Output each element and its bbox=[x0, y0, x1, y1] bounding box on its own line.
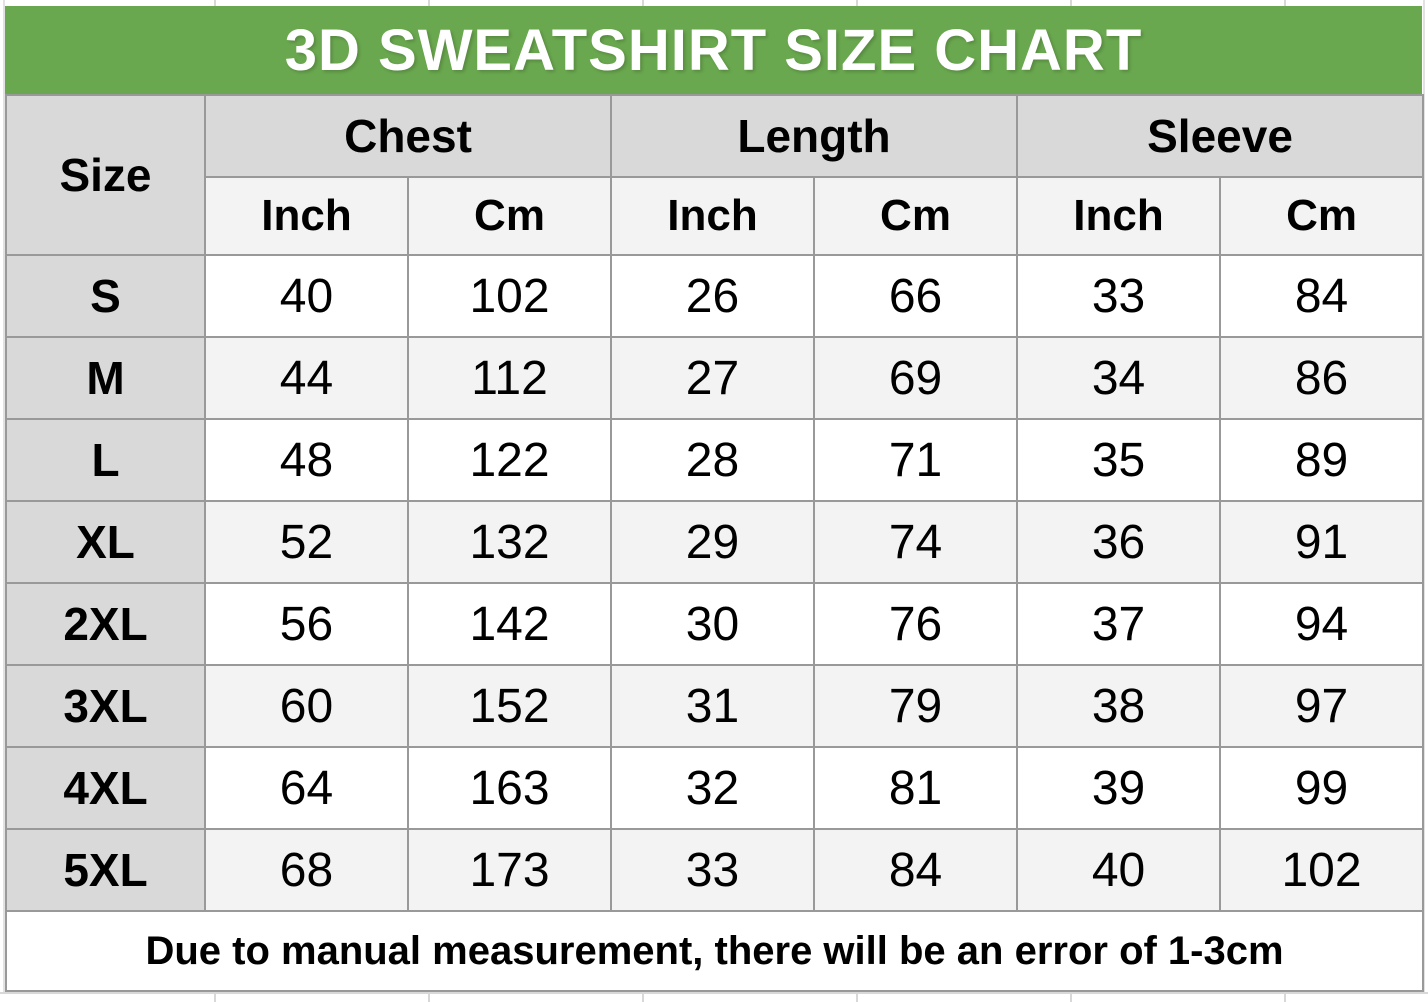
value-cell: 31 bbox=[611, 665, 814, 747]
unit-header-length-inch: Inch bbox=[611, 177, 814, 255]
grid-line bbox=[428, 994, 430, 1002]
size-chart-graphic bbox=[5, 6, 1422, 992]
table-row-m bbox=[6, 337, 1423, 419]
group-header-length: Length bbox=[611, 95, 1017, 177]
value-cell: 64 bbox=[205, 747, 408, 829]
value-cell: 102 bbox=[408, 255, 611, 337]
grid-line bbox=[1284, 994, 1286, 1002]
group-header-row bbox=[6, 95, 1423, 177]
value-cell: 39 bbox=[1017, 747, 1220, 829]
value-cell: 74 bbox=[814, 501, 1017, 583]
size-cell: 5XL bbox=[6, 829, 205, 911]
bottom-gridline-strip bbox=[0, 992, 1428, 1002]
value-cell: 71 bbox=[814, 419, 1017, 501]
value-cell: 48 bbox=[205, 419, 408, 501]
note-row bbox=[6, 911, 1423, 991]
value-cell: 30 bbox=[611, 583, 814, 665]
value-cell: 60 bbox=[205, 665, 408, 747]
size-cell: L bbox=[6, 419, 205, 501]
unit-header-sleeve-inch: Inch bbox=[1017, 177, 1220, 255]
value-cell: 29 bbox=[611, 501, 814, 583]
grid-line bbox=[214, 994, 216, 1002]
table-row-5xl bbox=[6, 829, 1423, 911]
value-cell: 28 bbox=[611, 419, 814, 501]
value-cell: 36 bbox=[1017, 501, 1220, 583]
size-cell: 2XL bbox=[6, 583, 205, 665]
title-banner bbox=[5, 6, 1422, 94]
grid-line bbox=[856, 994, 858, 1002]
unit-header-chest-inch: Inch bbox=[205, 177, 408, 255]
value-cell: 97 bbox=[1220, 665, 1423, 747]
table-row-3xl bbox=[6, 665, 1423, 747]
size-cell: S bbox=[6, 255, 205, 337]
table-row-s bbox=[6, 255, 1423, 337]
size-cell: M bbox=[6, 337, 205, 419]
value-cell: 102 bbox=[1220, 829, 1423, 911]
group-header-sleeve: Sleeve bbox=[1017, 95, 1423, 177]
size-cell: XL bbox=[6, 501, 205, 583]
size-column-header: Size bbox=[6, 95, 205, 255]
value-cell: 142 bbox=[408, 583, 611, 665]
value-cell: 37 bbox=[1017, 583, 1220, 665]
value-cell: 69 bbox=[814, 337, 1017, 419]
value-cell: 34 bbox=[1017, 337, 1220, 419]
unit-header-length-cm: Cm bbox=[814, 177, 1017, 255]
value-cell: 38 bbox=[1017, 665, 1220, 747]
value-cell: 76 bbox=[814, 583, 1017, 665]
value-cell: 84 bbox=[814, 829, 1017, 911]
value-cell: 112 bbox=[408, 337, 611, 419]
value-cell: 79 bbox=[814, 665, 1017, 747]
value-cell: 122 bbox=[408, 419, 611, 501]
value-cell: 40 bbox=[1017, 829, 1220, 911]
grid-line bbox=[642, 994, 644, 1002]
grid-line bbox=[1070, 994, 1072, 1002]
value-cell: 33 bbox=[611, 829, 814, 911]
table-row-4xl bbox=[6, 747, 1423, 829]
value-cell: 40 bbox=[205, 255, 408, 337]
value-cell: 26 bbox=[611, 255, 814, 337]
value-cell: 44 bbox=[205, 337, 408, 419]
value-cell: 94 bbox=[1220, 583, 1423, 665]
value-cell: 81 bbox=[814, 747, 1017, 829]
value-cell: 32 bbox=[611, 747, 814, 829]
size-cell: 3XL bbox=[6, 665, 205, 747]
value-cell: 152 bbox=[408, 665, 611, 747]
size-cell: 4XL bbox=[6, 747, 205, 829]
value-cell: 132 bbox=[408, 501, 611, 583]
group-header-chest: Chest bbox=[205, 95, 611, 177]
value-cell: 91 bbox=[1220, 501, 1423, 583]
table-row-xl bbox=[6, 501, 1423, 583]
table-row-2xl bbox=[6, 583, 1423, 665]
unit-header-chest-cm: Cm bbox=[408, 177, 611, 255]
value-cell: 27 bbox=[611, 337, 814, 419]
value-cell: 35 bbox=[1017, 419, 1220, 501]
page-title: 3D SWEATSHIRT SIZE CHART bbox=[284, 17, 1143, 83]
measurement-note: Due to manual measurement, there will be an error of 1-3cm bbox=[6, 911, 1423, 991]
unit-header-row bbox=[6, 177, 1423, 255]
value-cell: 99 bbox=[1220, 747, 1423, 829]
value-cell: 86 bbox=[1220, 337, 1423, 419]
value-cell: 52 bbox=[205, 501, 408, 583]
unit-header-sleeve-cm: Cm bbox=[1220, 177, 1423, 255]
size-chart-table bbox=[5, 94, 1424, 992]
value-cell: 173 bbox=[408, 829, 611, 911]
value-cell: 56 bbox=[205, 583, 408, 665]
value-cell: 163 bbox=[408, 747, 611, 829]
value-cell: 68 bbox=[205, 829, 408, 911]
value-cell: 84 bbox=[1220, 255, 1423, 337]
value-cell: 89 bbox=[1220, 419, 1423, 501]
value-cell: 66 bbox=[814, 255, 1017, 337]
table-row-l bbox=[6, 419, 1423, 501]
value-cell: 33 bbox=[1017, 255, 1220, 337]
